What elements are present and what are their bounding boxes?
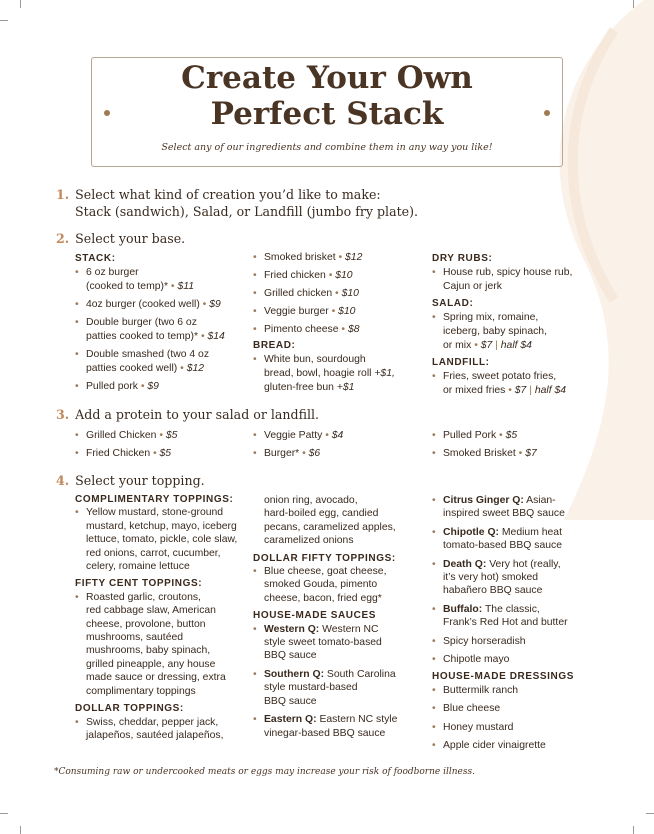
section-heading: STACK:: [75, 253, 116, 264]
step-number: 3.: [56, 407, 70, 422]
list-item: • Fries, sweet potato fries, or mixed fries • $7 | half $4: [432, 370, 602, 398]
dollar-toppings-continued: onion ring, avocado, hard-boiled egg, candied pecans, caramelized apples, caramelized onions: [264, 495, 396, 547]
toppings-col-2: [253, 494, 431, 740]
step-4: [56, 472, 205, 489]
list-item: • Chipotle Q: Medium heat tomato-based BBQ sauce: [432, 526, 612, 553]
list-item: • Swiss, cheddar, pepper jack, jalapeños, sautéed jalapeños,: [75, 716, 253, 743]
crop-mark: [646, 813, 654, 814]
section-heading: BREAD:: [253, 340, 296, 351]
step-text: Select your base.: [75, 231, 186, 246]
subtitle: Select any of our ingredients and combine them in any way you like!: [161, 142, 493, 153]
crop-mark: [0, 813, 8, 814]
step-text: Select your topping.: [75, 473, 205, 488]
title-line-2: Perfect Stack: [210, 96, 444, 132]
crop-mark: [20, 826, 21, 834]
base-col-3: [432, 252, 602, 398]
list-item: • Fried chicken • $10: [253, 269, 423, 283]
toppings-col-3: [432, 494, 612, 753]
base-col-2: [253, 251, 423, 395]
list-item: • Pimento cheese • $8: [253, 323, 423, 337]
step-number: 2.: [56, 231, 70, 246]
crop-mark: [0, 20, 8, 21]
toppings-col-1: [75, 493, 253, 742]
list-item: • Pulled pork • $9: [75, 380, 250, 394]
list-item: • 6 oz burger (cooked to temp)* • $11: [75, 266, 250, 294]
section-heading: HOUSE-MADE SAUCES: [253, 610, 376, 622]
list-item: • Spicy horseradish: [432, 635, 612, 648]
list-item: • Chipotle mayo: [432, 653, 612, 666]
section-heading: DOLLAR TOPPINGS:: [75, 703, 184, 715]
list-item: • Pulled Pork • $5: [432, 429, 602, 443]
list-item: • Veggie Patty • $4: [253, 429, 423, 443]
section-heading: COMPLIMENTARY TOPPINGS:: [75, 494, 234, 505]
step-3: [56, 406, 319, 423]
list-item: • Burger* • $6: [253, 447, 423, 461]
crop-mark: [20, 0, 21, 8]
title-line-1: Create Your Own: [181, 60, 473, 96]
list-item: • Western Q: Western NC style sweet tomato-based BBQ sauce: [253, 623, 431, 663]
list-item: • Grilled chicken • $10: [253, 287, 423, 301]
list-item: • Citrus Ginger Q: Asian- inspired sweet BBQ sauce: [432, 494, 612, 521]
list-item: • Apple cider vinaigrette: [432, 739, 612, 752]
list-item: • Southern Q: South Carolina style mustard-based BBQ sauce: [253, 668, 431, 708]
list-item: • Grilled Chicken • $5: [75, 429, 245, 443]
step-text: Add a protein to your salad or landfill.: [75, 407, 320, 422]
list-item: • Buttermilk ranch: [432, 684, 612, 697]
list-item: • White bun, sourdough bread, bowl, hoagie roll +$1, gluten-free bun +$1: [253, 353, 423, 395]
list-item: • Buffalo: The classic, Frank’s Red Hot and butter: [432, 603, 612, 630]
protein-col-1: [75, 429, 245, 461]
step-text: Select what kind of creation you’d like to make:: [75, 187, 381, 202]
section-heading: HOUSE-MADE DRESSINGS: [432, 671, 575, 683]
page-title: [0, 60, 654, 132]
list-item: • Veggie burger • $10: [253, 305, 423, 319]
section-heading: SALAD:: [432, 298, 474, 309]
protein-col-3: [432, 429, 602, 461]
base-col-1: [75, 252, 250, 394]
step-1: [56, 186, 418, 220]
protein-col-2: [253, 429, 423, 461]
footnote: *Consuming raw or undercooked meats or eggs may increase your risk of foodborne illness.: [54, 767, 475, 777]
step-text-2: Stack (sandwich), Salad, or Landfill (jumbo fry plate).: [75, 204, 419, 219]
list-item: • Yellow mustard, stone-ground mustard, ketchup, mayo, iceberg lettuce, tomato, pickle, cole slaw, red onions, carrot, cucumber, celery, romaine lettuce: [75, 506, 253, 573]
crop-mark: [633, 826, 634, 834]
section-heading: LANDFILL:: [432, 357, 490, 368]
list-item: • Eastern Q: Eastern NC style vinegar-based BBQ sauce: [253, 713, 431, 740]
section-heading: FIFTY CENT TOPPINGS:: [75, 578, 203, 590]
list-item: • Spring mix, romaine, iceberg, baby spinach, or mix • $7 | half $4: [432, 311, 602, 353]
list-item: • Double smashed (two 4 oz patties cooked well) • $12: [75, 348, 250, 376]
list-item: • Double burger (two 6 oz patties cooked to temp)* • $14: [75, 316, 250, 344]
list-item: • Honey mustard: [432, 721, 612, 734]
list-item: • Fried Chicken • $5: [75, 447, 245, 461]
list-item: • Smoked brisket • $12: [253, 251, 423, 265]
list-item: • House rub, spicy house rub, Cajun or jerk: [432, 266, 602, 294]
list-item: • 4oz burger (cooked well) • $9: [75, 298, 250, 312]
step-number: 4.: [56, 473, 70, 488]
list-item: • Blue cheese, goat cheese, smoked Gouda, pimento cheese, bacon, fried egg*: [253, 565, 431, 605]
step-number: 1.: [56, 187, 70, 202]
step-2: [56, 230, 185, 247]
list-item: • Roasted garlic, croutons, red cabbage slaw, American cheese, provolone, button mushrooms, sautéed mushrooms, baby spinach, grilled pineapple, any house made sauce or dressing, extra complimentary toppings: [75, 591, 253, 698]
list-item: • Death Q: Very hot (really, it’s very hot) smoked habañero BBQ sauce: [432, 558, 612, 598]
list-item: • Blue cheese: [432, 702, 612, 715]
section-heading: DOLLAR FIFTY TOPPINGS:: [253, 552, 396, 564]
list-item: • Smoked Brisket • $7: [432, 447, 602, 461]
section-heading: DRY RUBS:: [432, 253, 493, 264]
